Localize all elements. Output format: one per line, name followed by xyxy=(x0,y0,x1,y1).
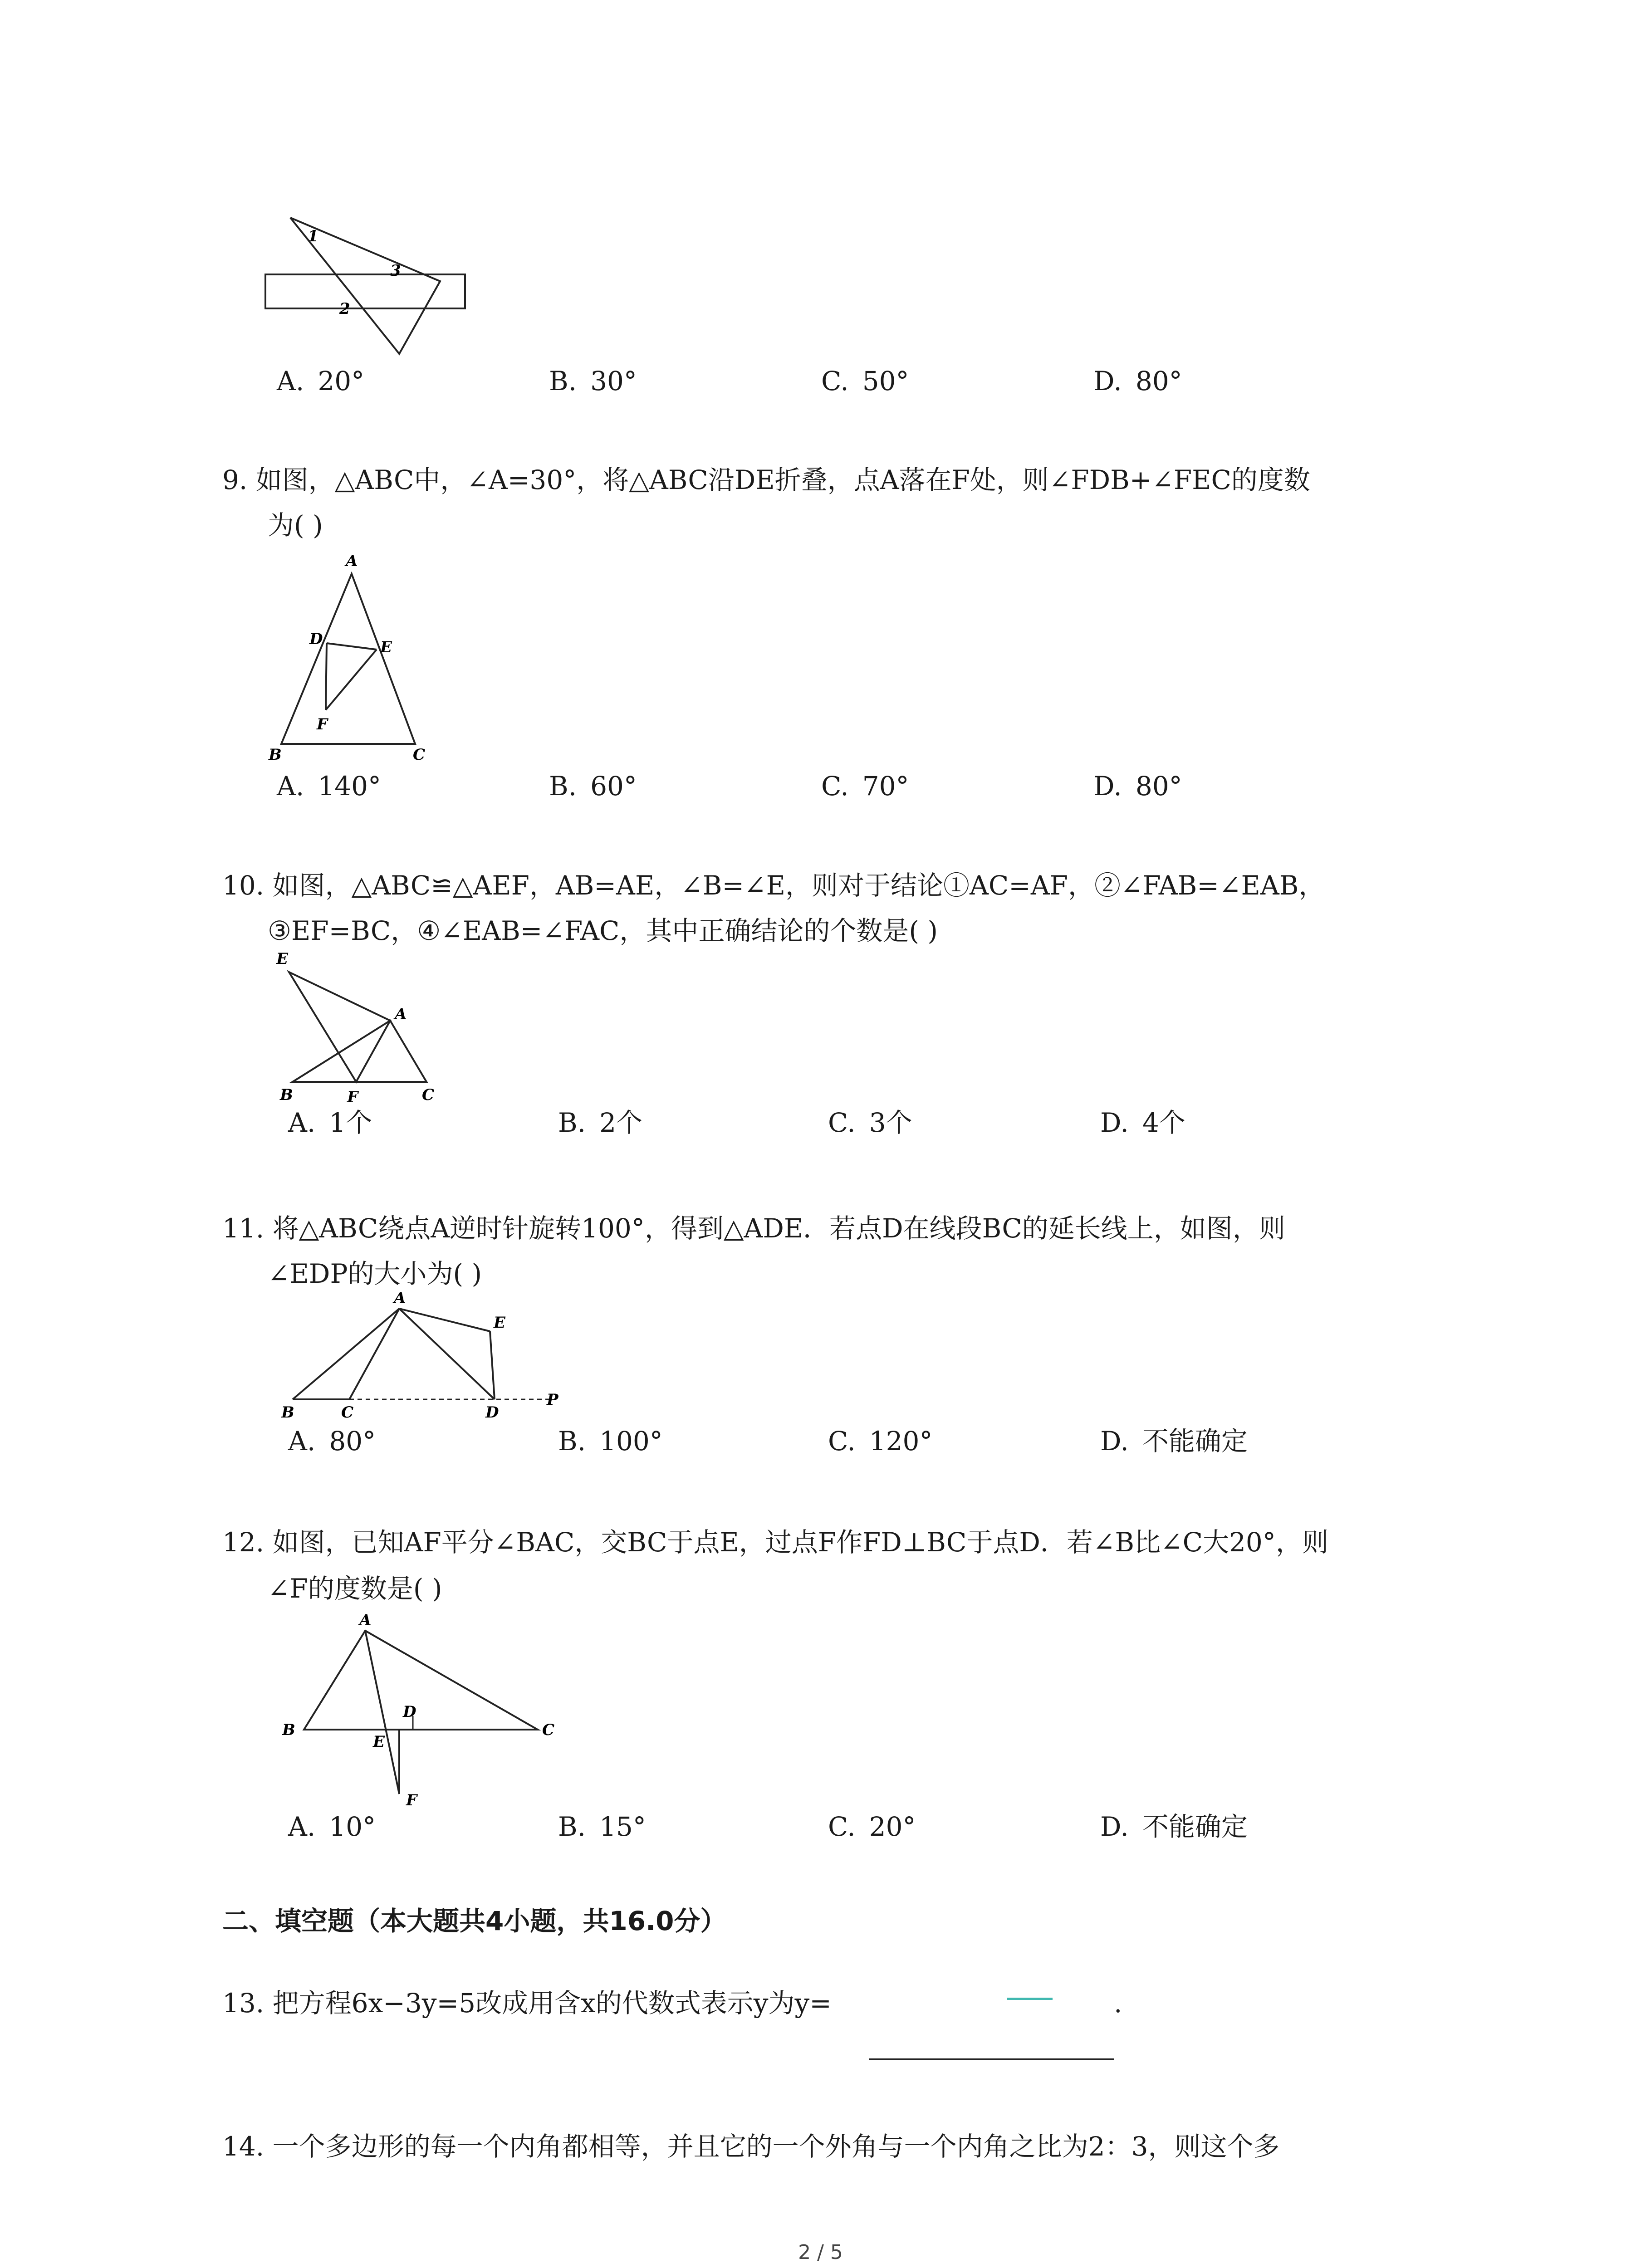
q11-ae xyxy=(399,1309,490,1331)
q10-option-c[interactable] xyxy=(828,1107,912,1139)
option-label: C. xyxy=(821,771,849,802)
option-text: 100° xyxy=(599,1426,663,1457)
q12-option-a[interactable] xyxy=(288,1811,376,1843)
option-text: 30° xyxy=(590,366,637,396)
q10-label-a: A xyxy=(395,1005,407,1023)
option-label: D. xyxy=(1100,1426,1129,1457)
option-text: 20° xyxy=(318,366,365,396)
q12-label-a: A xyxy=(359,1613,372,1629)
option-label: A. xyxy=(288,1426,316,1457)
option-text: 120° xyxy=(869,1426,933,1457)
option-text: 80° xyxy=(1135,366,1182,396)
q10-stem-line2: ③EF=BC，④∠EAB=∠FAC，其中正确结论的个数是( ) xyxy=(268,915,938,946)
q8-option-c[interactable] xyxy=(821,365,909,397)
option-label: B. xyxy=(558,1811,586,1842)
option-text: 80° xyxy=(1135,771,1182,802)
q9-stem-line2: 为( ) xyxy=(268,510,323,541)
q13-answer-blank[interactable] xyxy=(869,2058,1114,2060)
q9-option-b[interactable] xyxy=(549,770,637,802)
q8-option-b[interactable] xyxy=(549,365,637,397)
option-text: 不能确定 xyxy=(1142,1811,1248,1842)
q11-ab xyxy=(293,1309,399,1399)
q11-label-a: A xyxy=(394,1289,406,1307)
q10-figure xyxy=(270,950,451,1109)
q9-option-c[interactable] xyxy=(821,770,909,802)
q9-ef xyxy=(326,650,377,710)
option-text: 1个 xyxy=(329,1107,372,1138)
q10-label-c: C xyxy=(422,1086,435,1104)
q11-stem-line1: 11. 将△ABC绕点A逆时针旋转100°，得到△ADE．若点D在线段BC的延长线上，如图，则 xyxy=(222,1213,1285,1244)
q11-option-d[interactable] xyxy=(1100,1425,1248,1457)
q8-figure xyxy=(254,209,490,363)
q12-figure xyxy=(277,1613,567,1808)
option-label: B. xyxy=(549,771,577,802)
q8-label-1: 1 xyxy=(308,227,318,245)
q11-label-c: C xyxy=(341,1403,354,1422)
option-label: A. xyxy=(277,366,304,396)
q9-fold-de xyxy=(327,643,377,650)
option-text: 3个 xyxy=(869,1107,912,1138)
q10-label-f: F xyxy=(347,1088,358,1106)
q10-label-b: B xyxy=(280,1086,293,1104)
q9-triangle-abc xyxy=(281,574,415,744)
option-label: D. xyxy=(1093,771,1122,802)
q11-ed xyxy=(490,1331,495,1399)
option-label: C. xyxy=(828,1426,856,1457)
q12-triangle-abc xyxy=(304,1631,538,1730)
q10-triangle-abc xyxy=(293,1021,426,1082)
q9-label-f: F xyxy=(317,715,328,733)
q10-stem-line1: 10. 如图，△ABC≌△AEF，AB=AE，∠B=∠E，则对于结论①AC=AF，②∠FAB=∠EAB， xyxy=(222,870,1325,901)
q9-label-b: B xyxy=(269,746,282,764)
q12-label-f: F xyxy=(406,1791,417,1808)
q10-label-e: E xyxy=(276,950,288,968)
option-text: 50° xyxy=(862,366,909,396)
q11-label-d: D xyxy=(485,1403,499,1422)
q12-option-d[interactable] xyxy=(1100,1811,1248,1843)
q9-df xyxy=(326,643,327,710)
q10-option-d[interactable] xyxy=(1100,1107,1185,1139)
option-text: 70° xyxy=(862,771,909,802)
q8-label-2: 2 xyxy=(339,300,350,318)
q14-stem: 14. 一个多边形的每一个内角都相等，并且它的一个外角与一个内角之比为2：3，则这个多 xyxy=(222,2131,1280,2162)
q9-option-a[interactable] xyxy=(277,770,381,802)
option-text: 不能确定 xyxy=(1142,1426,1248,1457)
option-label: D. xyxy=(1100,1811,1129,1842)
q8-label-3: 3 xyxy=(390,262,401,280)
q9-label-c: C xyxy=(413,746,426,764)
option-label: A. xyxy=(277,771,304,802)
q11-option-c[interactable] xyxy=(828,1425,932,1457)
q9-label-a: A xyxy=(346,552,358,570)
option-label: D. xyxy=(1093,366,1122,396)
option-label: A. xyxy=(288,1107,316,1138)
q11-ad xyxy=(399,1309,495,1399)
option-label: B. xyxy=(549,366,577,396)
q12-option-c[interactable] xyxy=(828,1811,916,1843)
q8-option-d[interactable] xyxy=(1093,365,1182,397)
option-text: 140° xyxy=(318,771,382,802)
option-text: 80° xyxy=(329,1426,376,1457)
option-label: B. xyxy=(558,1426,586,1457)
option-text: 2个 xyxy=(599,1107,642,1138)
q11-label-p: P xyxy=(547,1391,558,1409)
q12-stem-line2: ∠F的度数是( ) xyxy=(268,1573,442,1604)
q11-label-b: B xyxy=(281,1403,294,1422)
q12-label-d: D xyxy=(403,1703,416,1721)
q9-label-e: E xyxy=(380,638,392,656)
option-label: B. xyxy=(558,1107,586,1138)
option-text: 20° xyxy=(869,1811,916,1842)
q12-label-b: B xyxy=(282,1721,295,1739)
option-text: 60° xyxy=(590,771,637,802)
q10-option-b[interactable] xyxy=(558,1107,642,1139)
q13-stem: 13. 把方程6x−3y=5改成用含x的代数式表示y为y= xyxy=(222,1988,832,2019)
q12-label-c: C xyxy=(542,1721,555,1739)
option-label: C. xyxy=(828,1107,856,1138)
q13-fraction-bar xyxy=(1007,1998,1053,2000)
q11-stem-line2: ∠EDP的大小为( ) xyxy=(268,1258,482,1289)
q10-triangle-aef xyxy=(289,972,390,1082)
q9-figure xyxy=(263,549,445,767)
q9-option-d[interactable] xyxy=(1093,770,1182,802)
page-number: 2 / 5 xyxy=(798,2241,843,2264)
option-text: 15° xyxy=(599,1811,646,1842)
q11-ac xyxy=(349,1309,399,1399)
q12-af xyxy=(365,1631,399,1794)
q12-stem-line1: 12. 如图，已知AF平分∠BAC，交BC于点E，过点F作FD⊥BC于点D．若∠B比∠C大20°，则 xyxy=(222,1527,1328,1558)
option-text: 4个 xyxy=(1142,1107,1185,1138)
section-title-fill-in: 二、填空题（本大题共4小题，共16.0分） xyxy=(222,1906,727,1936)
q9-stem-line1: 9. 如图，△ABC中，∠A=30°，将△ABC沿DE折叠，点A落在F处，则∠FDB+∠FEC的度数 xyxy=(222,464,1310,495)
q12-option-b[interactable] xyxy=(558,1811,646,1843)
q11-option-b[interactable] xyxy=(558,1425,663,1457)
q11-figure xyxy=(272,1286,572,1431)
q9-label-d: D xyxy=(309,630,323,648)
option-text: 10° xyxy=(329,1811,376,1842)
q11-option-a[interactable] xyxy=(288,1425,376,1457)
q11-label-e: E xyxy=(494,1314,505,1332)
q13-period: . xyxy=(1114,1988,1122,2019)
option-label: C. xyxy=(821,366,849,396)
option-label: C. xyxy=(828,1811,856,1842)
q8-option-a[interactable] xyxy=(277,365,364,397)
q12-label-e: E xyxy=(373,1733,385,1751)
option-label: D. xyxy=(1100,1107,1129,1138)
q10-option-a[interactable] xyxy=(288,1107,372,1139)
option-label: A. xyxy=(288,1811,316,1842)
